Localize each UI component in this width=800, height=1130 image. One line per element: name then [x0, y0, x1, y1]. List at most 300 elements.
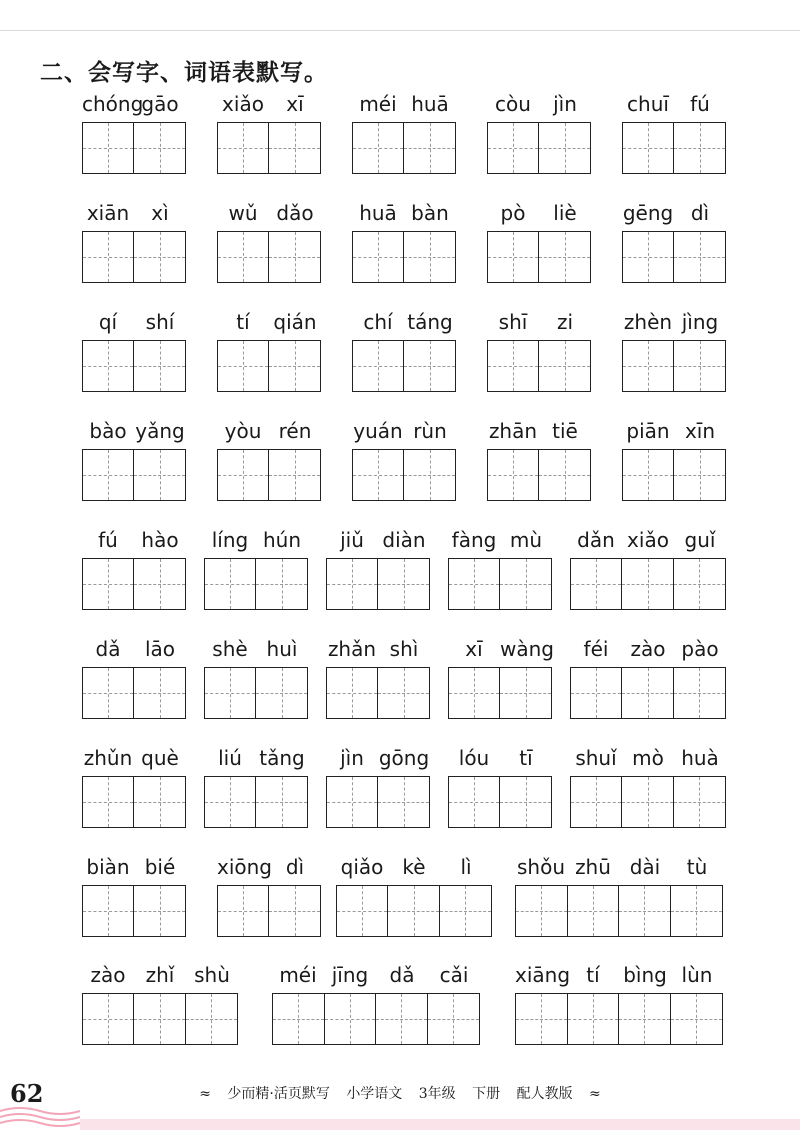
writing-cell[interactable] — [623, 341, 674, 391]
pinyin-syllable: huà — [681, 746, 719, 770]
writing-cell[interactable] — [622, 668, 673, 718]
pinyin-syllable: mò — [632, 746, 664, 770]
writing-cell[interactable] — [353, 123, 404, 173]
footer-ornament-left: ≈ — [199, 1086, 211, 1102]
pinyin-syllable: gōng — [378, 746, 430, 770]
footer-ornament-right: ≈ — [589, 1086, 601, 1102]
writing-grid — [326, 558, 430, 610]
pinyin-row — [204, 637, 308, 663]
writing-grid — [352, 122, 456, 174]
writing-cell[interactable] — [568, 886, 620, 936]
word-group — [570, 528, 726, 612]
pinyin-syllable: tiē — [552, 419, 578, 443]
pinyin-syllable: lùn — [681, 963, 713, 987]
pinyin-row — [352, 201, 456, 227]
writing-cell[interactable] — [327, 559, 378, 609]
pinyin-row — [217, 419, 321, 445]
pinyin-syllable: gēng — [622, 201, 674, 225]
pinyin-row — [217, 310, 321, 336]
writing-grid — [487, 340, 591, 392]
pinyin-syllable: jìn — [340, 746, 364, 770]
writing-cell[interactable] — [378, 668, 429, 718]
writing-cell[interactable] — [205, 777, 256, 827]
word-group — [217, 201, 321, 285]
writing-cell[interactable] — [83, 123, 134, 173]
writing-grid — [326, 776, 430, 828]
pinyin-syllable: jìn — [553, 92, 577, 116]
writing-cell[interactable] — [269, 123, 320, 173]
word-group — [352, 201, 456, 285]
pinyin-syllable: jiǔ — [340, 528, 364, 552]
pinyin-syllable: kè — [402, 855, 426, 879]
writing-cell[interactable] — [378, 559, 429, 609]
writing-cell[interactable] — [500, 668, 551, 718]
writing-cell[interactable] — [674, 668, 725, 718]
writing-cell[interactable] — [539, 232, 590, 282]
footer-edition: 配人教版 — [516, 1086, 573, 1102]
writing-grid — [448, 667, 552, 719]
pinyin-row — [217, 855, 321, 881]
pinyin-syllable: shǒu — [516, 855, 565, 879]
pinyin-syllable: méi — [279, 963, 317, 987]
top-rule — [0, 30, 800, 31]
pinyin-syllable: pò — [500, 201, 526, 225]
word-group — [82, 92, 186, 176]
pinyin-syllable: piān — [626, 419, 670, 443]
pinyin-syllable: bìng — [623, 963, 667, 987]
pinyin-row — [272, 963, 480, 989]
writing-cell[interactable] — [619, 886, 671, 936]
writing-cell[interactable] — [488, 232, 539, 282]
writing-grid — [82, 122, 186, 174]
writing-cell[interactable] — [337, 886, 388, 936]
writing-cell[interactable] — [449, 668, 500, 718]
word-group — [217, 855, 321, 939]
writing-cell[interactable] — [488, 450, 539, 500]
pinyin-syllable: gāo — [141, 92, 179, 116]
writing-cell[interactable] — [269, 341, 320, 391]
writing-cell[interactable] — [256, 777, 307, 827]
word-group — [570, 746, 726, 830]
writing-cell[interactable] — [83, 450, 134, 500]
writing-grid — [326, 667, 430, 719]
writing-grid — [570, 776, 726, 828]
pinyin-row — [82, 637, 186, 663]
writing-cell[interactable] — [327, 668, 378, 718]
pinyin-syllable: tǎng — [259, 746, 305, 770]
footer-subject: 小学语文 — [346, 1086, 403, 1102]
pinyin-row — [448, 528, 552, 554]
pinyin-row — [326, 746, 430, 772]
writing-cell[interactable] — [671, 994, 723, 1044]
writing-cell[interactable] — [674, 777, 725, 827]
pinyin-syllable: qián — [273, 310, 317, 334]
writing-cell[interactable] — [674, 559, 725, 609]
writing-grid — [217, 122, 321, 174]
pinyin-row — [448, 637, 552, 663]
writing-cell[interactable] — [218, 123, 269, 173]
pinyin-row — [487, 310, 591, 336]
writing-grid — [515, 993, 723, 1045]
writing-grid — [570, 667, 726, 719]
writing-cell[interactable] — [83, 886, 134, 936]
pinyin-syllable: lì — [460, 855, 472, 879]
word-group — [448, 746, 552, 830]
pinyin-syllable: jìng — [681, 310, 719, 334]
pinyin-syllable: biàn — [86, 855, 130, 879]
writing-cell[interactable] — [516, 886, 568, 936]
pinyin-row — [570, 528, 726, 554]
writing-cell[interactable] — [83, 232, 134, 282]
writing-cell[interactable] — [325, 994, 377, 1044]
footer-wave-decoration — [0, 1105, 800, 1130]
pinyin-syllable: xiōng — [217, 855, 272, 879]
pinyin-syllable: qí — [98, 310, 118, 334]
pinyin-syllable: táng — [407, 310, 453, 334]
pinyin-syllable: liú — [218, 746, 242, 770]
pinyin-row — [352, 419, 456, 445]
writing-grid — [82, 231, 186, 283]
writing-cell[interactable] — [256, 559, 307, 609]
word-group — [82, 746, 186, 830]
writing-cell[interactable] — [218, 341, 269, 391]
pinyin-syllable: qiǎo — [340, 855, 384, 879]
pinyin-syllable: mù — [509, 528, 543, 552]
writing-cell[interactable] — [353, 450, 404, 500]
writing-cell[interactable] — [623, 450, 674, 500]
writing-cell[interactable] — [674, 232, 725, 282]
pinyin-syllable: tí — [586, 963, 600, 987]
writing-cell[interactable] — [134, 123, 185, 173]
pinyin-syllable: yòu — [224, 419, 262, 443]
word-group — [515, 963, 723, 1047]
writing-cell[interactable] — [539, 341, 590, 391]
writing-grid — [448, 776, 552, 828]
section-heading: 二、会写字、词语表默写。 — [40, 60, 328, 86]
writing-grid — [217, 449, 321, 501]
pinyin-syllable: yuán — [353, 419, 403, 443]
pinyin-syllable: huā — [359, 201, 397, 225]
pinyin-row — [515, 855, 723, 881]
pinyin-row — [622, 201, 726, 227]
writing-cell[interactable] — [134, 341, 185, 391]
writing-grid — [487, 231, 591, 283]
writing-cell[interactable] — [134, 559, 185, 609]
pinyin-syllable: shī — [498, 310, 528, 334]
writing-cell[interactable] — [449, 777, 500, 827]
word-group — [217, 92, 321, 176]
pinyin-syllable: tí — [236, 310, 250, 334]
word-group — [204, 637, 308, 721]
footer-volume: 下册 — [472, 1086, 501, 1102]
pinyin-syllable: zhū — [575, 855, 611, 879]
pinyin-syllable: líng — [211, 528, 249, 552]
writing-cell[interactable] — [440, 886, 491, 936]
writing-grid — [82, 340, 186, 392]
writing-cell[interactable] — [428, 994, 480, 1044]
word-group — [217, 419, 321, 503]
writing-grid — [217, 885, 321, 937]
writing-cell[interactable] — [388, 886, 439, 936]
pinyin-syllable: hún — [262, 528, 302, 552]
pinyin-syllable: chóng — [82, 92, 144, 116]
word-group — [352, 310, 456, 394]
pinyin-syllable: lóu — [458, 746, 490, 770]
writing-cell[interactable] — [449, 559, 500, 609]
writing-cell[interactable] — [83, 559, 134, 609]
writing-cell[interactable] — [571, 668, 622, 718]
writing-grid — [82, 449, 186, 501]
word-group — [487, 92, 591, 176]
pinyin-row — [217, 92, 321, 118]
writing-cell[interactable] — [256, 668, 307, 718]
pinyin-syllable: lāo — [144, 637, 176, 661]
word-group — [326, 528, 430, 612]
pinyin-syllable: méi — [359, 92, 397, 116]
pinyin-syllable: cǎi — [439, 963, 469, 987]
writing-cell[interactable] — [539, 123, 590, 173]
writing-cell[interactable] — [134, 994, 185, 1044]
writing-cell[interactable] — [353, 341, 404, 391]
pinyin-syllable: zhǔn — [83, 746, 133, 770]
writing-grid — [487, 122, 591, 174]
writing-cell[interactable] — [619, 994, 671, 1044]
word-group — [82, 855, 186, 939]
writing-grid — [82, 885, 186, 937]
word-group — [622, 419, 726, 503]
pinyin-row — [487, 92, 591, 118]
pinyin-syllable: dǎ — [389, 963, 415, 987]
pinyin-row — [487, 201, 591, 227]
writing-cell[interactable] — [500, 559, 551, 609]
pinyin-row — [82, 746, 186, 772]
pinyin-syllable: shí — [145, 310, 175, 334]
pinyin-syllable: huì — [266, 637, 298, 661]
pinyin-syllable: xì — [151, 201, 169, 225]
writing-cell[interactable] — [353, 232, 404, 282]
writing-cell[interactable] — [134, 886, 185, 936]
pinyin-syllable: què — [141, 746, 179, 770]
word-group — [82, 419, 186, 503]
word-group — [448, 528, 552, 612]
pinyin-row — [622, 92, 726, 118]
word-group — [622, 92, 726, 176]
pinyin-syllable: zi — [556, 310, 574, 334]
pinyin-syllable: xiān — [86, 201, 130, 225]
writing-cell[interactable] — [134, 777, 185, 827]
word-group — [336, 855, 492, 939]
writing-cell[interactable] — [83, 994, 134, 1044]
writing-cell[interactable] — [488, 341, 539, 391]
pinyin-syllable: dài — [629, 855, 661, 879]
writing-grid — [622, 449, 726, 501]
writing-cell[interactable] — [404, 232, 455, 282]
pinyin-row — [352, 310, 456, 336]
pinyin-syllable: fàng — [451, 528, 497, 552]
pinyin-syllable: chuī — [627, 92, 669, 116]
pinyin-syllable: dì — [690, 201, 710, 225]
pinyin-row — [570, 746, 726, 772]
pinyin-syllable: chí — [363, 310, 393, 334]
writing-cell[interactable] — [205, 668, 256, 718]
pinyin-syllable: xī — [286, 92, 304, 116]
pinyin-row — [448, 746, 552, 772]
pinyin-syllable: guǐ — [684, 528, 716, 552]
pinyin-row — [570, 637, 726, 663]
word-group — [352, 92, 456, 176]
writing-cell[interactable] — [134, 668, 185, 718]
word-group — [570, 637, 726, 721]
pinyin-row — [622, 310, 726, 336]
writing-cell[interactable] — [516, 994, 568, 1044]
writing-grid — [82, 776, 186, 828]
writing-grid — [82, 558, 186, 610]
writing-cell[interactable] — [327, 777, 378, 827]
pinyin-syllable: shì — [389, 637, 419, 661]
word-group — [487, 310, 591, 394]
word-group — [326, 637, 430, 721]
writing-cell[interactable] — [404, 123, 455, 173]
word-group — [487, 201, 591, 285]
pinyin-row — [352, 92, 456, 118]
word-group — [82, 310, 186, 394]
writing-cell[interactable] — [269, 886, 320, 936]
writing-grid — [336, 885, 492, 937]
writing-cell[interactable] — [134, 232, 185, 282]
writing-cell[interactable] — [218, 886, 269, 936]
pinyin-row — [82, 528, 186, 554]
writing-cell[interactable] — [134, 450, 185, 500]
footer-title — [0, 1083, 800, 1103]
word-group — [82, 528, 186, 612]
writing-cell[interactable] — [269, 232, 320, 282]
pinyin-syllable: tù — [686, 855, 708, 879]
word-group — [622, 201, 726, 285]
pinyin-row — [204, 746, 308, 772]
writing-cell[interactable] — [205, 559, 256, 609]
word-group — [204, 528, 308, 612]
footer-grade: 3年级 — [418, 1086, 456, 1102]
pinyin-syllable: bié — [144, 855, 176, 879]
pinyin-syllable: bàn — [411, 201, 449, 225]
writing-cell[interactable] — [539, 450, 590, 500]
footer-series: 少而精·活页默写 — [227, 1086, 330, 1102]
pinyin-syllable: zhǎn — [327, 637, 377, 661]
pinyin-syllable: dǎo — [276, 201, 314, 225]
pinyin-syllable: zhèn — [623, 310, 673, 334]
writing-cell[interactable] — [218, 232, 269, 282]
writing-cell[interactable] — [378, 777, 429, 827]
pinyin-syllable: zào — [90, 963, 126, 987]
pinyin-syllable: zhān — [488, 419, 538, 443]
writing-cell[interactable] — [571, 559, 622, 609]
pinyin-syllable: zào — [630, 637, 666, 661]
pinyin-row — [82, 963, 238, 989]
pinyin-row — [326, 637, 430, 663]
writing-grid — [622, 340, 726, 392]
pinyin-syllable: xīn — [684, 419, 716, 443]
pinyin-syllable: còu — [495, 92, 531, 116]
writing-cell[interactable] — [83, 668, 134, 718]
pinyin-row — [82, 855, 186, 881]
word-group — [326, 746, 430, 830]
writing-cell[interactable] — [674, 341, 725, 391]
writing-cell[interactable] — [404, 341, 455, 391]
writing-cell[interactable] — [674, 123, 725, 173]
pinyin-syllable: wǔ — [228, 201, 258, 225]
writing-cell[interactable] — [500, 777, 551, 827]
writing-grid — [570, 558, 726, 610]
pinyin-syllable: xiǎo — [222, 92, 264, 116]
writing-cell[interactable] — [622, 777, 673, 827]
pinyin-syllable: huā — [411, 92, 449, 116]
writing-cell[interactable] — [83, 777, 134, 827]
writing-grid — [217, 231, 321, 283]
pinyin-syllable: rén — [278, 419, 312, 443]
writing-grid — [487, 449, 591, 501]
word-group — [352, 419, 456, 503]
writing-cell[interactable] — [218, 450, 269, 500]
pinyin-syllable: dǎ — [95, 637, 121, 661]
writing-cell[interactable] — [83, 341, 134, 391]
writing-cell[interactable] — [376, 994, 428, 1044]
pinyin-syllable: diàn — [382, 528, 426, 552]
pinyin-row — [515, 963, 723, 989]
word-group — [487, 419, 591, 503]
word-group — [622, 310, 726, 394]
word-group — [217, 310, 321, 394]
writing-cell[interactable] — [571, 777, 622, 827]
writing-grid — [82, 667, 186, 719]
writing-cell[interactable] — [404, 450, 455, 500]
pinyin-syllable: shè — [212, 637, 248, 661]
pinyin-row — [336, 855, 492, 881]
writing-cell[interactable] — [186, 994, 237, 1044]
word-group — [515, 855, 723, 939]
pinyin-syllable: féi — [583, 637, 609, 661]
writing-grid — [622, 122, 726, 174]
pinyin-row — [82, 419, 186, 445]
writing-cell[interactable] — [488, 123, 539, 173]
writing-cell[interactable] — [671, 886, 723, 936]
pinyin-syllable: xiāng — [515, 963, 571, 987]
writing-cell[interactable] — [622, 559, 673, 609]
writing-cell[interactable] — [269, 450, 320, 500]
pinyin-row — [82, 201, 186, 227]
writing-grid — [204, 558, 308, 610]
writing-grid — [204, 776, 308, 828]
writing-cell[interactable] — [623, 123, 674, 173]
word-group — [82, 963, 238, 1047]
writing-cell[interactable] — [273, 994, 325, 1044]
pinyin-row — [82, 310, 186, 336]
writing-grid — [204, 667, 308, 719]
writing-cell[interactable] — [623, 232, 674, 282]
writing-cell[interactable] — [674, 450, 725, 500]
word-group — [82, 637, 186, 721]
pinyin-syllable: fú — [98, 528, 118, 552]
pinyin-syllable: shuǐ — [575, 746, 617, 770]
pinyin-row — [487, 419, 591, 445]
writing-cell[interactable] — [568, 994, 620, 1044]
page-footer — [0, 1075, 800, 1130]
pinyin-syllable: pào — [681, 637, 719, 661]
pinyin-row — [82, 92, 186, 118]
pinyin-syllable: shù — [194, 963, 230, 987]
pinyin-syllable: fú — [690, 92, 710, 116]
pinyin-row — [326, 528, 430, 554]
writing-grid — [217, 340, 321, 392]
